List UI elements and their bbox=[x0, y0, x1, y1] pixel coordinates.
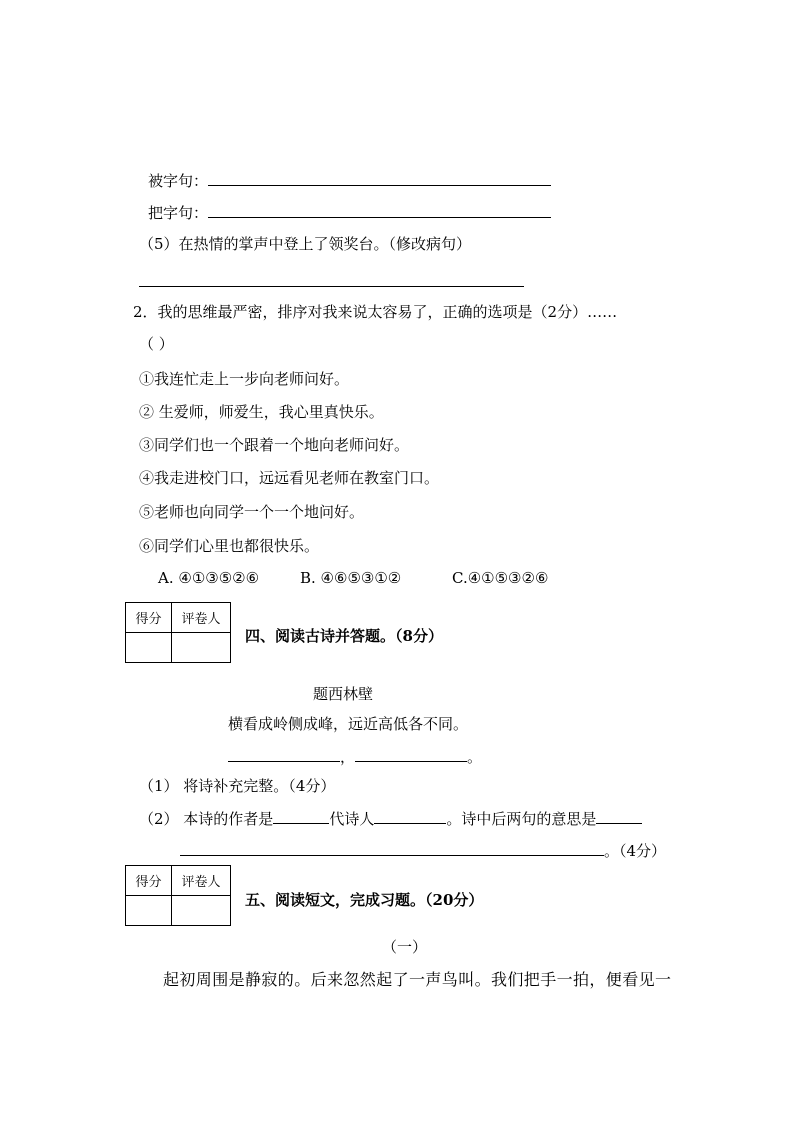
item2-end: 。（4分） bbox=[604, 842, 667, 860]
q2-sentence-4: ④我走进校门口，远远看见老师在教室门口。 bbox=[139, 469, 440, 487]
poem-comma: ， bbox=[340, 748, 356, 766]
q2-stem: 2．我的思维最严密，排序对我来说太容易了，正确的选项是（2分）…… bbox=[133, 303, 618, 321]
q2-sentence-1: ①我连忙走上一步向老师问好。 bbox=[139, 370, 350, 388]
poem-title: 题西林壁 bbox=[313, 685, 374, 703]
ba-label: 把字句： bbox=[148, 204, 209, 222]
q2-option-c[interactable]: C.④①⑤③②⑥ bbox=[452, 569, 549, 587]
poem-line-1: 横看成岭侧成峰，远近高低各不同。 bbox=[228, 715, 469, 733]
item2-prefix: （2） 本诗的作者是 bbox=[139, 810, 274, 828]
q2-option-b[interactable]: B. ④⑥⑤③①② bbox=[300, 569, 402, 587]
score-header: 得分 bbox=[126, 603, 172, 633]
meaning-blank-start[interactable] bbox=[596, 808, 642, 824]
author-name-blank[interactable] bbox=[374, 808, 446, 824]
bei-answer-blank[interactable] bbox=[208, 170, 551, 186]
author-dynasty-blank[interactable] bbox=[273, 808, 329, 824]
grader-header: 评卷人 bbox=[172, 866, 231, 896]
item5-text: （5）在热情的掌声中登上了领奖台。（修改病句） bbox=[139, 235, 472, 253]
meaning-blank-continued[interactable] bbox=[180, 840, 604, 856]
section4-title: 四、阅读古诗并答题。（8分） bbox=[245, 627, 443, 645]
ba-sentence-row bbox=[148, 202, 551, 223]
section4-item1: （1） 将诗补充完整。（4分） bbox=[139, 777, 336, 795]
q2-option-a[interactable]: A. ④①③⑤②⑥ bbox=[158, 569, 260, 587]
poem-fill-row bbox=[228, 746, 482, 767]
item2-mid2: 。诗中后两句的意思是 bbox=[446, 810, 597, 828]
score-cell[interactable] bbox=[126, 633, 172, 663]
poem-period: 。 bbox=[467, 748, 483, 766]
section5-subtitle: （一） bbox=[382, 938, 428, 956]
section5-paragraph: 起初周围是静寂的。后来忽然起了一声鸟叫。我们把手一拍，便看见一 bbox=[163, 970, 672, 989]
q2-sentence-6: ⑥同学们心里也都很快乐。 bbox=[139, 537, 320, 555]
item2-mid1: 代诗人 bbox=[329, 810, 375, 828]
score-header: 得分 bbox=[126, 866, 172, 896]
q2-sentence-3: ③同学们也一个跟着一个地向老师问好。 bbox=[139, 436, 410, 454]
score-box-section5 bbox=[125, 865, 231, 926]
q2-sentence-5: ⑤老师也向同学一个一个地问好。 bbox=[139, 503, 365, 521]
q2-answer-paren[interactable]: （ ） bbox=[139, 335, 174, 353]
score-cell[interactable] bbox=[126, 896, 172, 926]
item5-answer-line[interactable] bbox=[139, 286, 524, 287]
grader-cell[interactable] bbox=[172, 896, 231, 926]
section4-item2-row bbox=[139, 808, 642, 829]
poem-blank-1[interactable] bbox=[228, 746, 340, 762]
score-box-section4 bbox=[125, 602, 231, 663]
section4-item2-row2 bbox=[180, 840, 666, 861]
ba-answer-blank[interactable] bbox=[208, 202, 551, 218]
grader-header: 评卷人 bbox=[172, 603, 231, 633]
bei-label: 被字句： bbox=[148, 172, 209, 190]
poem-blank-2[interactable] bbox=[355, 746, 467, 762]
q2-sentence-2: ② 生爱师，师爱生，我心里真快乐。 bbox=[139, 403, 384, 421]
grader-cell[interactable] bbox=[172, 633, 231, 663]
section5-title: 五、阅读短文，完成习题。（20分） bbox=[245, 891, 484, 909]
bei-sentence-row bbox=[148, 170, 551, 191]
